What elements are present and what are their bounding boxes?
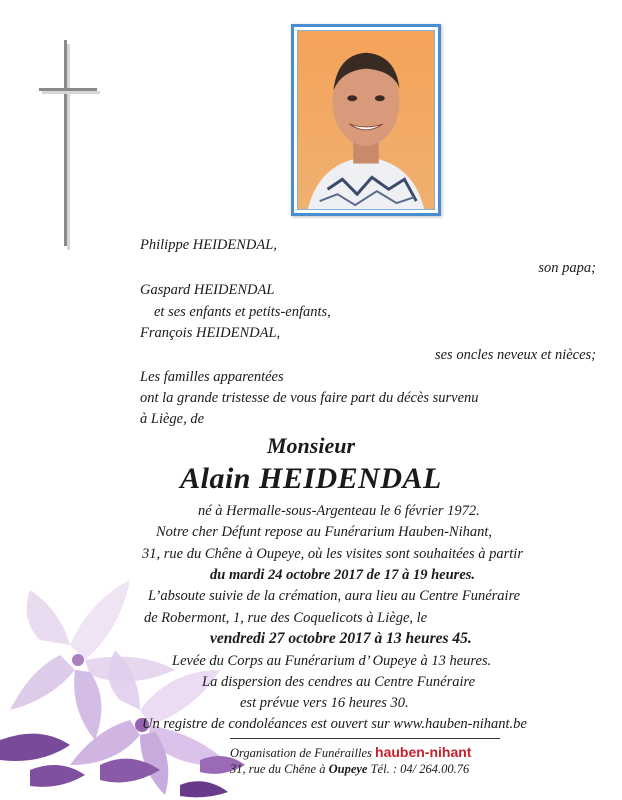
visit-date: du mardi 24 octobre 2017 de 17 à 19 heures. xyxy=(210,567,476,583)
address-town: Oupeye xyxy=(328,762,368,776)
footer-divider xyxy=(230,738,500,739)
address-street: 31, rue du Chêne à xyxy=(230,762,326,776)
portrait-photo xyxy=(298,31,434,209)
dispersion-info-2: est prévue vers 16 heures 30. xyxy=(240,695,409,711)
brand-logo: hauben-nihant xyxy=(375,744,472,760)
footer-address xyxy=(230,762,469,777)
family-uncles-role: ses oncles neveux et nièces; xyxy=(434,347,596,363)
announcement-text: ont la grande tristesse de vous faire part du décès survenu xyxy=(140,390,479,406)
birth-info: né à Hermalle-sous-Argenteau le 6 février 1972. xyxy=(198,503,480,519)
family-uncle-1: Gaspard HEIDENDAL xyxy=(140,282,275,298)
deceased-title: Monsieur xyxy=(266,433,356,458)
dispersion-info-1: La dispersion des cendres au Centre Funéraire xyxy=(202,674,476,690)
portrait-frame xyxy=(291,24,441,216)
footer-organisation xyxy=(230,744,471,761)
family-uncle-2: François HEIDENDAL, xyxy=(140,325,281,341)
address-phone: Tél. : 04/ 264.00.76 xyxy=(370,762,470,776)
absoute-info-2: de Robermont, 1, rue des Coquelicots à Liège, le xyxy=(144,610,428,626)
absoute-info-1: L’absoute suivie de la crémation, aura lieu au Centre Funéraire xyxy=(148,588,521,604)
deceased-name: Alain HEIDENDAL xyxy=(180,462,442,495)
announcement-place: à Liège, de xyxy=(140,411,205,427)
register-info: Un registre de condoléances est ouvert sur www.hauben-nihant.be xyxy=(142,716,527,732)
family-father-role: son papa; xyxy=(538,260,596,276)
levee-info: Levée du Corps au Funérarium d’ Oupeye à 13 heures. xyxy=(172,653,492,669)
rest-info-2: 31, rue du Chêne à Oupeye, où les visites sont souhaitées à partir xyxy=(142,546,523,562)
family-uncle-1-family: et ses enfants et petits-enfants, xyxy=(154,304,331,320)
cross-icon xyxy=(36,40,106,260)
ceremony-date: vendredi 27 octobre 2017 à 13 heures 45. xyxy=(210,630,472,647)
family-relatives: Les familles apparentées xyxy=(140,369,284,385)
family-father: Philippe HEIDENDAL, xyxy=(140,237,277,253)
rest-info-1: Notre cher Défunt repose au Funérarium Hauben-Nihant, xyxy=(156,524,493,540)
org-label: Organisation de Funérailles xyxy=(230,746,372,760)
